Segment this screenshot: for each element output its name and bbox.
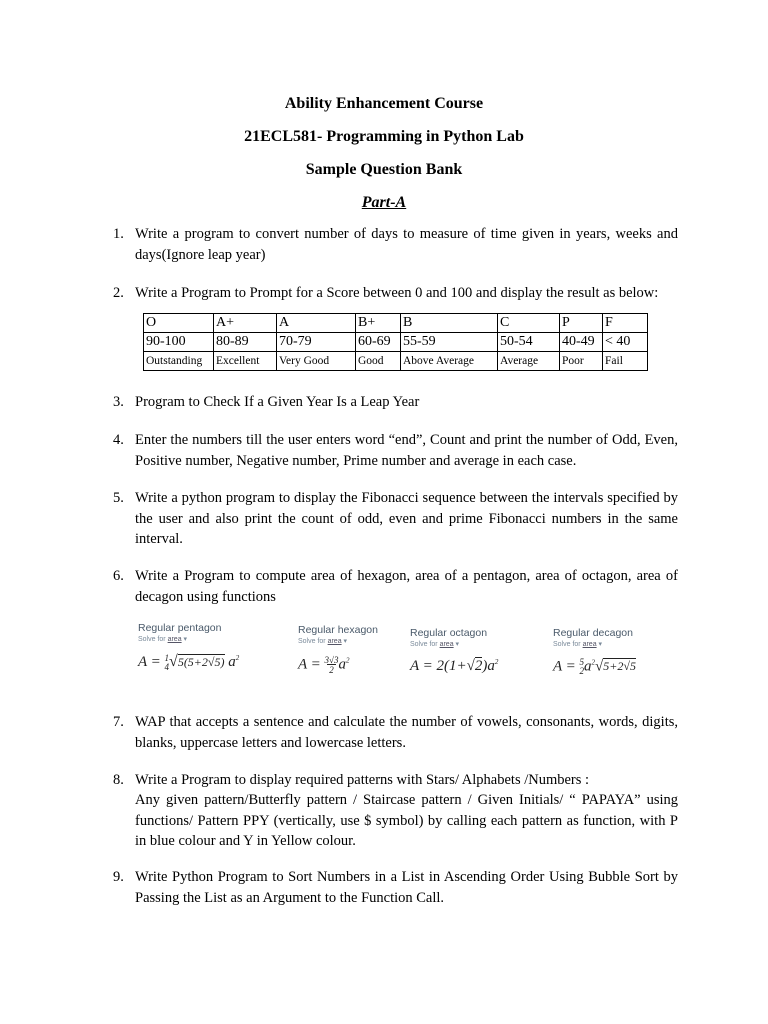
question-text: WAP that accepts a sentence and calculate the number of vowels, consonants, words, digits, blanks, uppercase letters and lowercase letters. bbox=[135, 714, 678, 751]
grade-cell: A+ bbox=[214, 314, 277, 333]
remark-row bbox=[144, 352, 648, 371]
remark-cell: Poor bbox=[560, 352, 603, 371]
lab-title: 21ECL581- Programming in Python Lab bbox=[244, 128, 524, 145]
hexagon-equation: A = 3√3 2 $a^2$ bbox=[298, 655, 350, 675]
question-text: Enter the numbers till the user enters word “end”, Count and print the number of Odd, Even, Positive number, Negative number, Prime number and average in each case. bbox=[135, 432, 678, 469]
course-title: Ability Enhancement Course bbox=[284, 95, 484, 112]
grade-cell: O bbox=[144, 314, 214, 333]
decagon-equation: A = 5 $2a^2√5+2√5$ bbox=[553, 657, 636, 676]
formula-solve-for: Solve for area ▾ bbox=[410, 641, 460, 648]
question-number: 5. bbox=[113, 490, 124, 506]
range-cell: 90-100 bbox=[144, 333, 214, 352]
range-cell: < 40 bbox=[603, 333, 648, 352]
question-bank-title: Sample Question Bank bbox=[305, 161, 463, 178]
range-cell: 70-79 bbox=[277, 333, 356, 352]
grade-cell: B bbox=[401, 314, 498, 333]
question-text: Write a Program to Prompt for a Score between 0 and 100 and display the result as below: bbox=[135, 285, 659, 301]
grade-table bbox=[143, 313, 648, 371]
question-number: 3. bbox=[113, 394, 124, 410]
formula-title: Regular pentagon bbox=[138, 622, 222, 634]
question-text: Write Python Program to Sort Numbers in a List in Ascending Order Using Bubble Sort by Passing the List as an Argument to the Function Call. bbox=[135, 869, 678, 906]
formula-title: Regular decagon bbox=[553, 627, 633, 639]
question-8-detail: Any given pattern/Butterfly pattern / Staircase pattern / Given Initials/ “ PAPAYA” using functions/ Pattern PPY (vertically, use $ symbol) by calling each pattern as function, with P in blue colour and Y in Yellow colour. bbox=[135, 792, 678, 849]
hexagon-area-formula bbox=[298, 624, 398, 675]
question-text: Write a python program to display the Fibonacci sequence between the intervals specified by the user and also print the count of odd, even and prime Fibonacci numbers in the same interval. bbox=[135, 490, 678, 547]
formula-solve-for: Solve for area ▾ bbox=[138, 636, 188, 643]
octagon-area-formula bbox=[410, 627, 530, 675]
question-number: 2. bbox=[113, 285, 124, 301]
grade-cell: B+ bbox=[356, 314, 401, 333]
remark-cell: Fail bbox=[603, 352, 648, 371]
question-number: 9. bbox=[113, 869, 124, 885]
octagon-equation: $A = 2(1+√2)a^2$ bbox=[410, 658, 499, 674]
range-row bbox=[144, 333, 648, 352]
question-number: 7. bbox=[113, 714, 124, 730]
grade-cell: C bbox=[498, 314, 560, 333]
pentagon-equation: A = 1 4√5(5+2√5) $a^2$ bbox=[138, 652, 240, 672]
grade-row bbox=[144, 314, 648, 333]
question-number: 1. bbox=[113, 226, 124, 242]
question-number: 6. bbox=[113, 568, 124, 584]
remark-cell: Very Good bbox=[277, 352, 356, 371]
grade-cell: A bbox=[277, 314, 356, 333]
question-text: Write a program to convert number of days to measure of time given in years, weeks and days(Ignore leap year) bbox=[135, 226, 678, 263]
decagon-area-formula bbox=[553, 627, 673, 676]
range-cell: 80-89 bbox=[214, 333, 277, 352]
range-cell: 60-69 bbox=[356, 333, 401, 352]
range-cell: 50-54 bbox=[498, 333, 560, 352]
grade-cell: F bbox=[603, 314, 648, 333]
formula-title: Regular octagon bbox=[410, 627, 488, 639]
question-text: Write a Program to compute area of hexagon, area of a pentagon, area of octagon, area of decagon using functions bbox=[135, 568, 678, 605]
part-heading: Part-A bbox=[361, 194, 407, 211]
question-text: Program to Check If a Given Year Is a Leap Year bbox=[135, 394, 420, 410]
question-number: 4. bbox=[113, 432, 124, 448]
remark-cell: Good bbox=[356, 352, 401, 371]
remark-cell: Above Average bbox=[401, 352, 498, 371]
question-number: 8. bbox=[113, 772, 124, 788]
range-cell: 40-49 bbox=[560, 333, 603, 352]
formula-solve-for: Solve for area ▾ bbox=[553, 641, 603, 648]
formula-title: Regular hexagon bbox=[298, 624, 378, 636]
grade-cell: P bbox=[560, 314, 603, 333]
formula-solve-for: Solve for area ▾ bbox=[298, 638, 348, 645]
remark-cell: Excellent bbox=[214, 352, 277, 371]
range-cell: 55-59 bbox=[401, 333, 498, 352]
remark-cell: Outstanding bbox=[144, 352, 214, 371]
question-text: Write a Program to display required patterns with Stars/ Alphabets /Numbers : bbox=[135, 772, 590, 788]
remark-cell: Average bbox=[498, 352, 560, 371]
pentagon-area-formula bbox=[138, 622, 268, 672]
